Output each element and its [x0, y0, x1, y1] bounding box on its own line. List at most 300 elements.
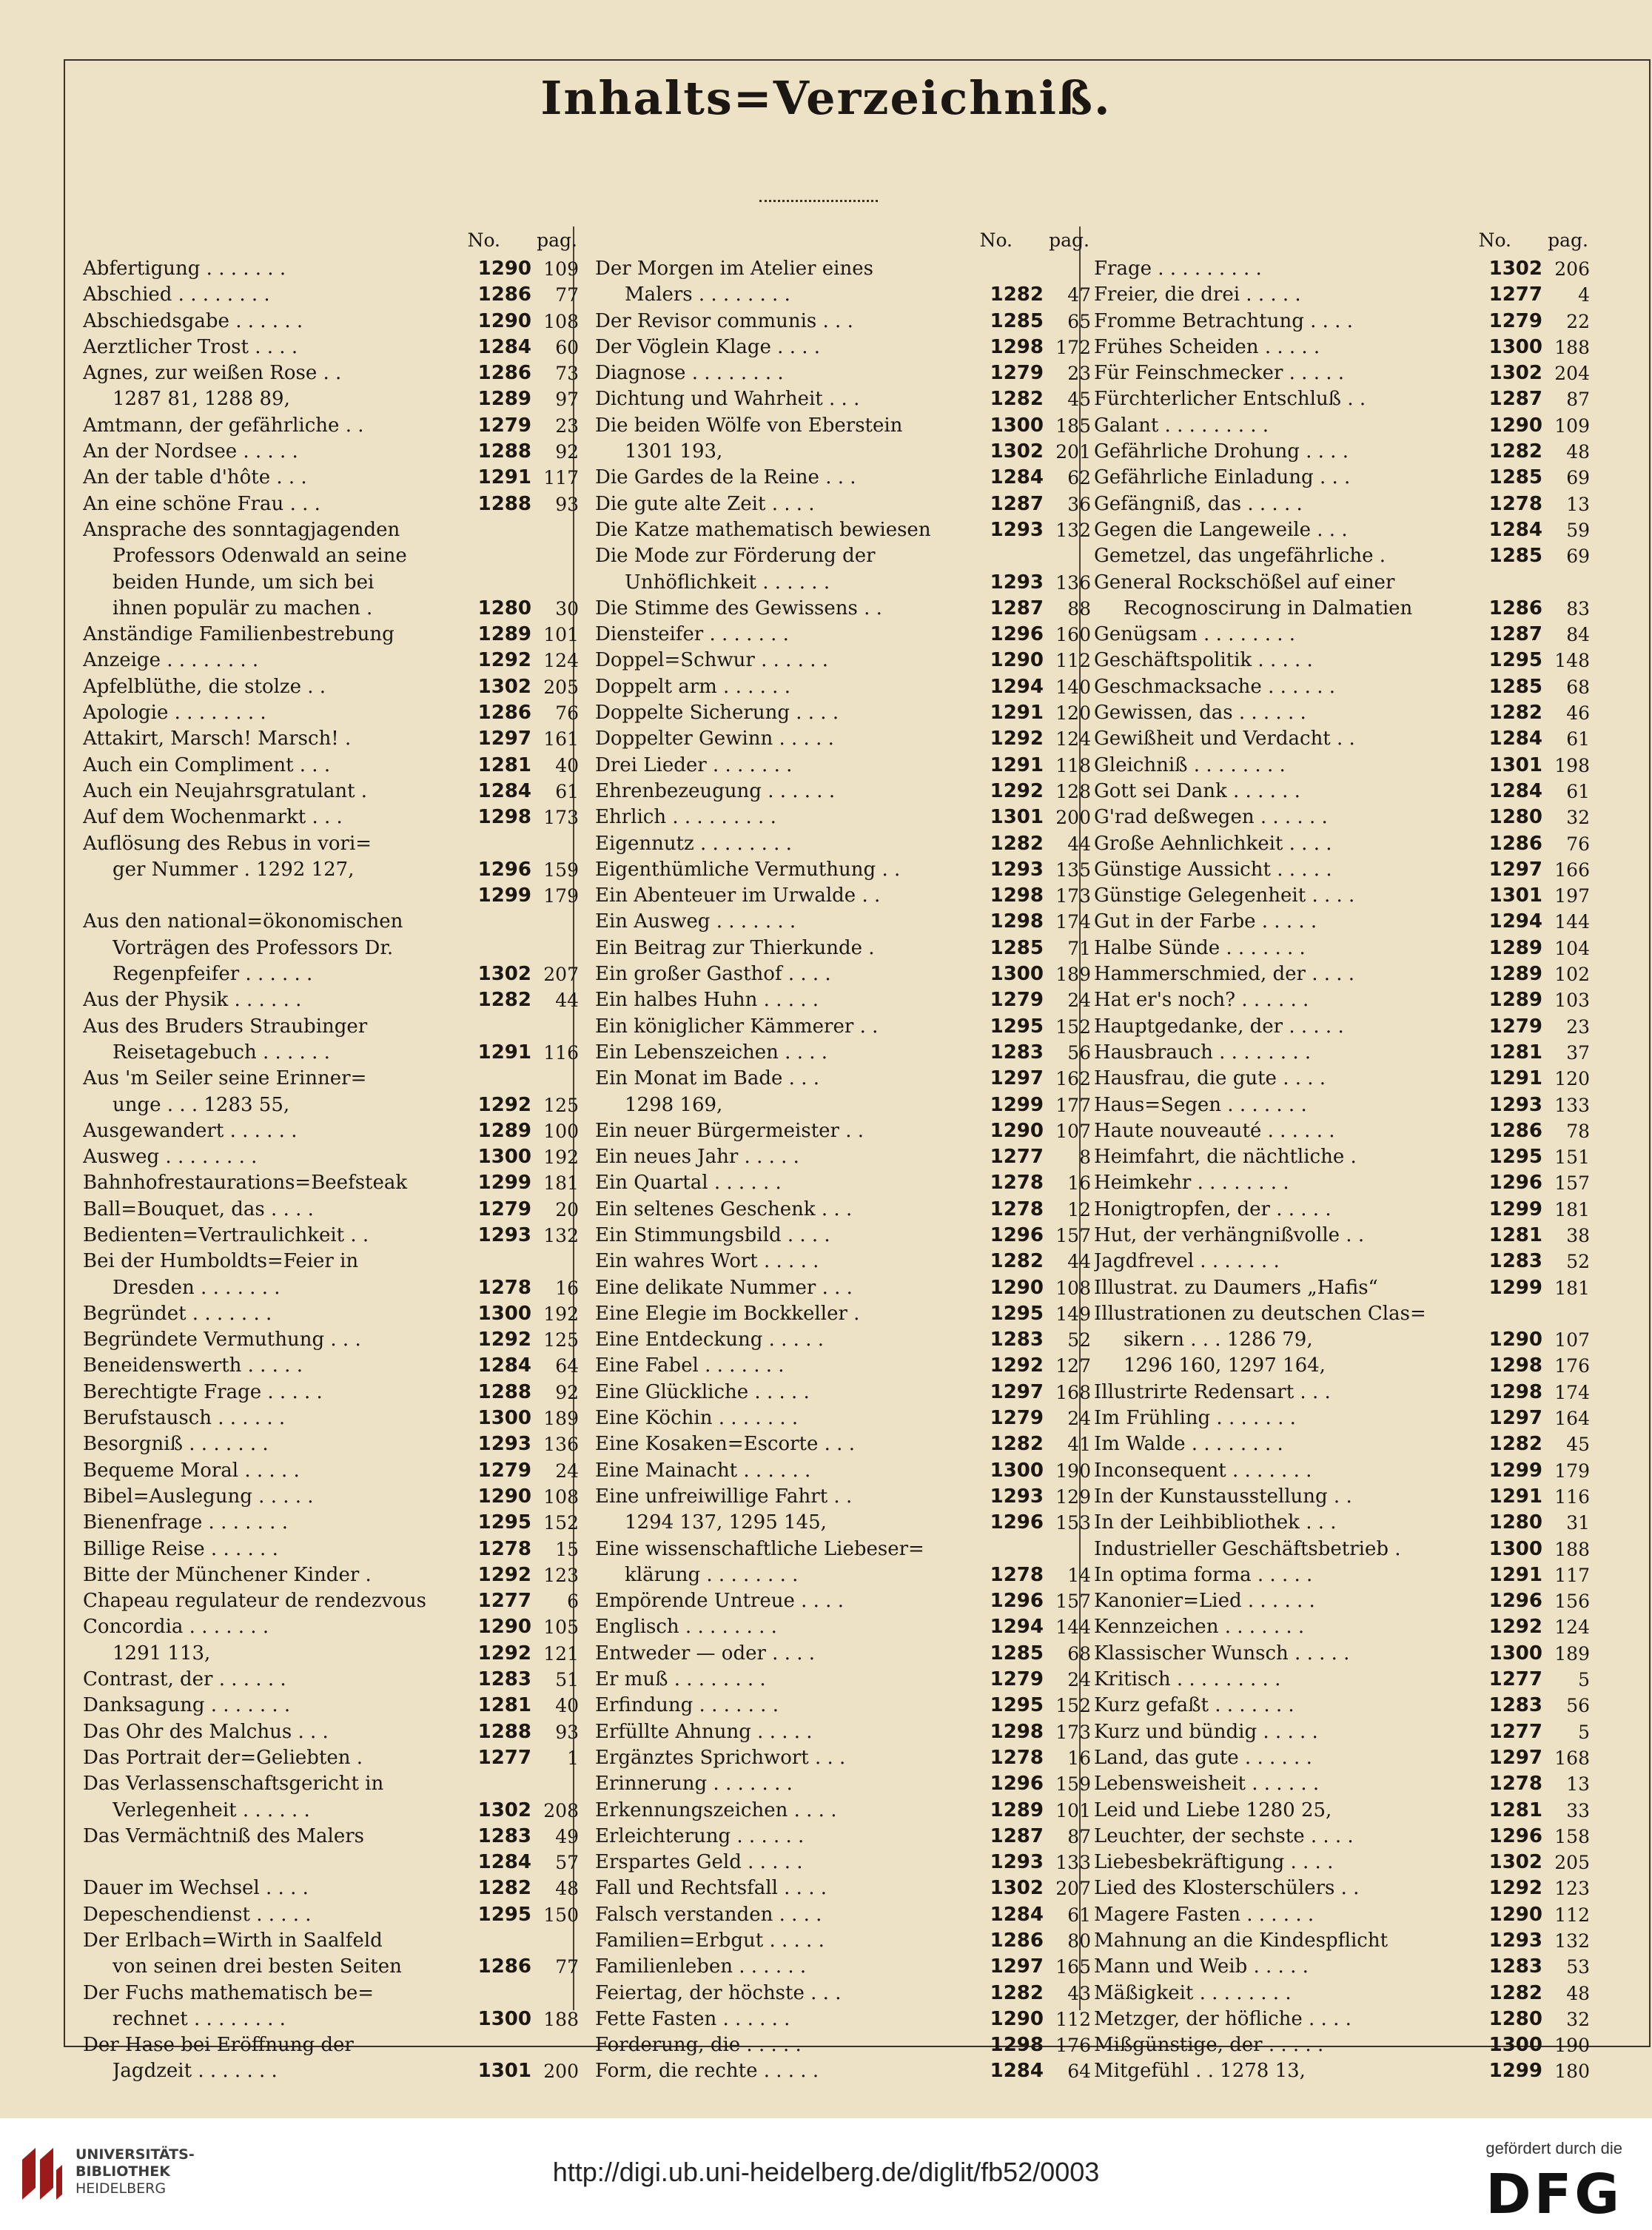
entry-title: Falsch verstanden . . . .	[595, 1903, 822, 1926]
index-entry	[1084, 1641, 1594, 1667]
entry-page-number: 45	[1067, 389, 1091, 411]
entry-title: Chapeau regulateur de rendezvous	[83, 1590, 426, 1613]
entry-title: Contrast, der . . . . . .	[83, 1668, 286, 1691]
entry-issue-number: 1282	[1488, 1981, 1542, 2004]
entry-issue-number: 1300	[477, 1302, 531, 1325]
index-entry	[585, 1405, 1095, 1431]
entry-page-number: 61	[555, 780, 579, 802]
entry-page-number: 100	[543, 1120, 579, 1142]
index-entry	[585, 1693, 1095, 1719]
index-entry	[585, 1014, 1095, 1040]
index-entry	[1084, 335, 1594, 360]
entry-issue-number: 1292	[990, 779, 1044, 802]
entry-issue-number: 1293	[1488, 1930, 1542, 1952]
entry-page-number: 23	[555, 414, 579, 437]
entry-issue-number: 1287	[990, 492, 1044, 515]
index-entry	[1084, 1510, 1594, 1536]
index-entry	[1084, 1745, 1594, 1771]
entry-page-number: 47	[1067, 284, 1091, 306]
entry-page-number: 37	[1566, 1041, 1590, 1064]
index-entry	[73, 1197, 583, 1223]
entry-title: An der Nordsee . . . . .	[83, 440, 298, 463]
entry-issue-number: 1289	[1488, 936, 1542, 959]
entry-title: Lied des Klosterschülers . .	[1094, 1877, 1360, 1900]
entry-title: ihnen populär zu machen .	[113, 597, 373, 619]
index-entry	[585, 700, 1095, 726]
entry-page-number: 150	[543, 1904, 579, 1926]
dfg-logo[interactable]: DFG	[1485, 2163, 1622, 2226]
entry-title: Forderung, die . . . . .	[595, 2034, 802, 2057]
entry-title: Klassischer Wunsch . . . . .	[1094, 1642, 1350, 1665]
entry-page-number: 123	[1554, 1878, 1590, 1900]
entry-title: Mitgefühl . . 1278 13,	[1094, 2060, 1306, 2083]
entry-issue-number: 1300	[1488, 335, 1542, 358]
index-entry	[73, 2006, 583, 2032]
entry-issue-number: 1279	[990, 362, 1044, 385]
index-entry	[73, 883, 583, 909]
index-entry	[1084, 309, 1594, 335]
entry-page-number: 64	[1067, 2061, 1091, 2083]
entry-title: Leid und Liebe 1280 25,	[1094, 1799, 1332, 1821]
entry-issue-number: 1285	[990, 1642, 1044, 1665]
index-entry	[1084, 805, 1594, 830]
entry-page-number: 157	[1055, 1591, 1091, 1613]
entry-issue-number: 1279	[990, 989, 1044, 1012]
index-entry	[585, 439, 1095, 465]
entry-title: Professors Odenwald an seine	[113, 545, 407, 568]
entry-issue-number: 1290	[1488, 414, 1542, 437]
index-entry	[585, 883, 1095, 909]
entry-title: Aus des Bruders Straubinger	[83, 1015, 368, 1038]
index-entry	[585, 1771, 1095, 1797]
entry-title: Ehrenbezeugung . . . . . .	[595, 779, 836, 802]
index-entry	[73, 335, 583, 360]
entry-title: Der Vöglein Klage . . . .	[595, 335, 821, 358]
entry-page-number: 179	[1554, 1460, 1590, 1482]
entry-issue-number: 1282	[990, 388, 1044, 411]
entry-title: Aus 'm Seiler seine Erinner=	[83, 1067, 367, 1090]
index-entry	[73, 909, 583, 935]
index-entry	[585, 335, 1095, 360]
index-entry	[1084, 1014, 1594, 1040]
entry-issue-number: 1297	[990, 1067, 1044, 1090]
entry-title: 1296 160, 1297 164,	[1124, 1354, 1326, 1377]
entry-page-number: 52	[1067, 1329, 1091, 1351]
entry-issue-number: 1299	[477, 884, 531, 907]
index-entry	[73, 1066, 583, 1092]
entry-issue-number: 1279	[990, 1668, 1044, 1691]
entry-issue-number: 1292	[477, 1329, 531, 1351]
entry-title: Depeschendienst . . . . .	[83, 1903, 312, 1926]
index-entry	[1084, 2032, 1594, 2058]
index-entry	[73, 570, 583, 596]
entry-page-number: 176	[1055, 2035, 1091, 2057]
entry-title: Reisetagebuch . . . . . .	[113, 1041, 330, 1064]
index-entry	[585, 1875, 1095, 1901]
entry-page-number: 123	[543, 1564, 579, 1586]
index-entry	[1084, 1092, 1594, 1118]
entry-title: Eine unfreiwillige Fahrt . .	[595, 1485, 853, 1508]
entry-title: Besorgniß . . . . . . .	[83, 1433, 269, 1456]
entry-issue-number: 1298	[1488, 1380, 1542, 1403]
entry-title: Eine delikate Nummer . . .	[595, 1276, 853, 1299]
entry-title: Das Ohr des Malchus . . .	[83, 1720, 329, 1743]
index-entry	[73, 622, 583, 648]
entry-title: Eine Entdeckung . . . . .	[595, 1329, 824, 1351]
entry-page-number: 33	[1566, 1799, 1590, 1821]
entry-issue-number: 1296	[990, 1223, 1044, 1246]
entry-issue-number: 1293	[477, 1433, 531, 1456]
entry-page-number: 190	[1554, 2035, 1590, 2057]
entry-page-number: 173	[1055, 885, 1091, 907]
entry-title: Mann und Weib . . . . .	[1094, 1955, 1309, 1978]
entry-issue-number: 1285	[1488, 675, 1542, 698]
entry-page-number: 73	[555, 363, 579, 385]
entry-title: Dauer im Wechsel . . . .	[83, 1877, 309, 1900]
entry-issue-number: 1290	[1488, 1329, 1542, 1351]
entry-page-number: 161	[543, 728, 579, 750]
entry-issue-number: 1284	[1488, 779, 1542, 802]
index-entry	[585, 1850, 1095, 1875]
entry-issue-number: 1288	[477, 1720, 531, 1743]
entry-issue-number: 1280	[1488, 806, 1542, 829]
entry-page-number: 173	[543, 807, 579, 829]
entry-title: Diensteifer . . . . . . .	[595, 623, 789, 646]
entry-page-number: 152	[1055, 1695, 1091, 1717]
entry-issue-number: 1278	[990, 1746, 1044, 1769]
entry-issue-number: 1291	[1488, 1067, 1542, 1090]
entry-title: Doppelt arm . . . . . .	[595, 675, 790, 698]
entry-issue-number: 1302	[990, 440, 1044, 463]
index-entry	[73, 961, 583, 987]
index-entry	[585, 779, 1095, 805]
index-entry	[585, 1353, 1095, 1379]
entry-title: Die beiden Wölfe von Eberstein	[595, 414, 903, 437]
index-entry	[73, 1014, 583, 1040]
entry-page-number: 136	[543, 1434, 579, 1456]
index-entry	[73, 1981, 583, 2006]
permalink-url[interactable]: http://digi.ub.uni-heidelberg.de/diglit/fb52/0003	[552, 2157, 1100, 2187]
index-entry	[73, 1040, 583, 1066]
index-entry	[1084, 1040, 1594, 1066]
entry-issue-number: 1296	[990, 623, 1044, 646]
entry-issue-number: 1298	[990, 335, 1044, 358]
entry-title: Form, die rechte . . . . .	[595, 2060, 819, 2083]
entry-page-number: 168	[1055, 1381, 1091, 1403]
entry-page-number: 57	[555, 1852, 579, 1874]
entry-issue-number: 1288	[477, 1380, 531, 1403]
entry-title: Die Mode zur Förderung der	[595, 545, 876, 568]
entry-issue-number: 1281	[477, 1694, 531, 1717]
entry-page-number: 125	[543, 1329, 579, 1351]
index-entry	[73, 857, 583, 883]
entry-issue-number: 1297	[990, 1380, 1044, 1403]
entry-page-number: 40	[555, 754, 579, 776]
entry-title: von seinen drei besten Seiten	[113, 1955, 402, 1978]
entry-page-number: 62	[1067, 467, 1091, 489]
entry-title: Dichtung und Wahrheit . . .	[595, 388, 860, 411]
entry-page-number: 121	[543, 1642, 579, 1665]
entry-page-number: 77	[555, 284, 579, 306]
entry-issue-number: 1283	[1488, 1250, 1542, 1273]
entry-issue-number: 1300	[477, 2007, 531, 2030]
entry-issue-number: 1295	[990, 1015, 1044, 1038]
entry-page-number: 200	[1055, 807, 1091, 829]
entry-page-number: 164	[1554, 1408, 1590, 1430]
index-entry	[73, 1510, 583, 1536]
entry-page-number: 8	[1079, 1146, 1091, 1169]
entry-title: 1287 81, 1288 89,	[113, 388, 290, 411]
entry-title: Unhöflichkeit . . . . . .	[625, 571, 830, 594]
index-entry	[585, 1144, 1095, 1170]
index-entry	[1084, 1405, 1594, 1431]
header-no: No.	[1478, 229, 1511, 251]
entry-issue-number: 1300	[477, 1146, 531, 1169]
column-header	[1084, 226, 1594, 256]
entry-issue-number: 1291	[477, 1041, 531, 1064]
entry-page-number: 151	[1554, 1146, 1590, 1169]
entry-issue-number: 1288	[477, 492, 531, 515]
entry-title: Erkennungszeichen . . . .	[595, 1799, 837, 1821]
index-entry	[585, 1431, 1095, 1457]
entry-title: An eine schöne Frau . . .	[83, 492, 320, 515]
entry-page-number: 14	[1067, 1564, 1091, 1586]
entry-title: Gegen die Langeweile . . .	[1094, 518, 1348, 541]
entry-page-number: 192	[543, 1303, 579, 1325]
entry-title: Heimkehr . . . . . . . .	[1094, 1172, 1289, 1195]
entry-issue-number: 1297	[1488, 858, 1542, 881]
entry-issue-number: 1301	[477, 2060, 531, 2083]
entry-title: Illustrirte Redensart . . .	[1094, 1380, 1331, 1403]
entry-title: Eine Elegie im Bockkeller .	[595, 1302, 860, 1325]
entry-issue-number: 1293	[990, 518, 1044, 541]
index-entry	[73, 282, 583, 308]
entry-page-number: 80	[1067, 1930, 1091, 1952]
entry-issue-number: 1290	[477, 258, 531, 280]
entry-page-number: 108	[543, 1485, 579, 1508]
entry-issue-number: 1290	[477, 1485, 531, 1508]
entry-page-number: 48	[1566, 1982, 1590, 2004]
entry-title: In optima forma . . . . .	[1094, 1563, 1313, 1586]
entry-issue-number: 1302	[1488, 1851, 1542, 1874]
entry-page-number: 159	[1055, 1773, 1091, 1796]
entry-issue-number: 1282	[477, 989, 531, 1012]
entry-title: beiden Hunde, um sich bei	[113, 571, 375, 594]
entry-page-number: 128	[1055, 780, 1091, 802]
index-entry	[73, 1380, 583, 1405]
index-entry	[73, 491, 583, 517]
index-entry	[585, 1380, 1095, 1405]
index-column-3	[1084, 226, 1594, 2085]
index-entry	[73, 779, 583, 805]
entry-page-number: 88	[1067, 597, 1091, 619]
entry-page-number: 15	[555, 1538, 579, 1560]
entry-page-number: 135	[1055, 859, 1091, 881]
entry-title: Begründet . . . . . . .	[83, 1302, 272, 1325]
index-entry	[73, 1902, 583, 1928]
entry-title: Mahnung an die Kindespflicht	[1094, 1930, 1389, 1952]
index-entry	[585, 517, 1095, 543]
entry-issue-number: 1286	[477, 702, 531, 725]
entry-title: Agnes, zur weißen Rose . .	[83, 362, 342, 385]
entry-issue-number: 1282	[1488, 440, 1542, 463]
index-entry	[1084, 2058, 1594, 2084]
entry-title: 1291 113,	[113, 1642, 211, 1665]
entry-title: Doppelter Gewinn . . . . .	[595, 728, 834, 750]
entry-title: Illustrat. zu Daumers „Hafis“	[1094, 1276, 1378, 1299]
index-entry	[73, 1431, 583, 1457]
entry-title: Galant . . . . . . . . .	[1094, 414, 1269, 437]
entry-issue-number: 1277	[477, 1746, 531, 1769]
entry-title: Günstige Gelegenheit . . . .	[1094, 884, 1355, 907]
entry-issue-number: 1282	[990, 1981, 1044, 2004]
entry-issue-number: 1286	[477, 283, 531, 306]
index-entry	[73, 753, 583, 779]
index-entry	[1084, 465, 1594, 491]
entry-issue-number: 1286	[477, 362, 531, 385]
entry-page-number: 107	[1554, 1329, 1590, 1351]
entry-page-number: 23	[1067, 363, 1091, 385]
entry-title: Eigenthümliche Vermuthung . .	[595, 858, 901, 881]
entry-page-number: 189	[543, 1408, 579, 1430]
entry-title: Ehrlich . . . . . . . . .	[595, 806, 776, 829]
index-entry	[73, 1562, 583, 1588]
entry-issue-number: 1287	[990, 1824, 1044, 1847]
entry-issue-number: 1301	[1488, 884, 1542, 907]
index-entry	[73, 2032, 583, 2058]
entry-issue-number: 1298	[1488, 1354, 1542, 1377]
entry-issue-number: 1292	[477, 1563, 531, 1586]
entry-title: Englisch . . . . . . . .	[595, 1616, 777, 1639]
entry-title: Verlegenheit . . . . . .	[113, 1799, 310, 1821]
entry-title: Ein wahres Wort . . . . .	[595, 1250, 819, 1273]
index-entry	[73, 1588, 583, 1614]
institution-line: UNIVERSITÄTS-	[75, 2146, 195, 2163]
entry-issue-number: 1295	[990, 1302, 1044, 1325]
index-entry	[1084, 1118, 1594, 1144]
index-entry	[1084, 1066, 1594, 1092]
entry-issue-number: 1293	[990, 1485, 1044, 1508]
entry-title: Aus der Physik . . . . . .	[83, 989, 302, 1012]
entry-issue-number: 1286	[1488, 597, 1542, 619]
institution-line: HEIDELBERG	[75, 2180, 167, 2197]
entry-page-number: 69	[1566, 545, 1590, 568]
entry-title: 1294 137, 1295 145,	[625, 1511, 827, 1534]
entry-title: Eine Kosaken=Escorte . . .	[595, 1433, 855, 1456]
entry-page-number: 1	[567, 1747, 579, 1769]
entry-page-number: 197	[1554, 885, 1590, 907]
entry-title: Kurz und bündig . . . . .	[1094, 1720, 1318, 1743]
entry-page-number: 101	[1055, 1799, 1091, 1821]
column-header	[585, 226, 1095, 256]
entry-issue-number: 1297	[1488, 1746, 1542, 1769]
entry-issue-number: 1292	[477, 1093, 531, 1116]
entry-issue-number: 1300	[1488, 1537, 1542, 1560]
entry-page-number: 59	[1566, 519, 1590, 541]
index-entry	[73, 648, 583, 674]
entry-page-number: 5	[1578, 1669, 1590, 1691]
entry-title: Mäßigkeit . . . . . . . .	[1094, 1981, 1292, 2004]
entry-title: Das Vermächtniß des Malers	[83, 1824, 364, 1847]
entry-issue-number: 1278	[990, 1172, 1044, 1195]
entry-page-number: 44	[1067, 833, 1091, 855]
entry-issue-number: 1290	[990, 1119, 1044, 1142]
entry-page-number: 30	[555, 597, 579, 619]
entry-title: Abschied . . . . . . . .	[83, 283, 270, 306]
index-entry	[1084, 386, 1594, 412]
index-entry	[1084, 1981, 1594, 2006]
index-entry	[73, 936, 583, 961]
index-entry	[585, 543, 1095, 569]
index-entry	[1084, 622, 1594, 648]
entry-issue-number: 1283	[990, 1329, 1044, 1351]
entry-title: Lebensweisheit . . . . . .	[1094, 1773, 1320, 1796]
entry-title: Der Morgen im Atelier eines	[595, 258, 873, 280]
entry-page-number: 104	[1554, 937, 1590, 959]
index-entry	[73, 987, 583, 1013]
index-entry	[73, 1327, 583, 1353]
entry-title: Leuchter, der sechste . . . .	[1094, 1824, 1354, 1847]
index-entry	[1084, 517, 1594, 543]
entry-page-number: 208	[543, 1799, 579, 1821]
entry-title: Im Walde . . . . . . . .	[1094, 1433, 1283, 1456]
index-entry	[1084, 282, 1594, 308]
entry-page-number: 148	[1554, 650, 1590, 672]
entry-title: Auch ein Neujahrsgratulant .	[83, 779, 368, 802]
entry-title: Auf dem Wochenmarkt . . .	[83, 806, 343, 829]
entry-title: Haus=Segen . . . . . . .	[1094, 1093, 1307, 1116]
header-no: No.	[979, 229, 1013, 251]
entry-title: Aus den national=ökonomischen	[83, 910, 403, 933]
entry-page-number: 172	[1055, 336, 1091, 358]
entry-title: Gefährliche Einladung . . .	[1094, 466, 1351, 489]
index-entry	[73, 1954, 583, 1980]
entry-page-number: 93	[555, 1721, 579, 1743]
entry-page-number: 60	[555, 336, 579, 358]
index-entry	[585, 1301, 1095, 1327]
entry-issue-number: 1285	[1488, 545, 1542, 568]
entry-page-number: 53	[1566, 1956, 1590, 1978]
entry-title: Halbe Sünde . . . . . . .	[1094, 936, 1306, 959]
index-entry	[73, 360, 583, 386]
index-entry	[1084, 883, 1594, 909]
entry-page-number: 49	[555, 1825, 579, 1847]
entry-title: Abschiedsgabe . . . . . .	[83, 309, 303, 332]
entry-title: Freier, die drei . . . . .	[1094, 283, 1301, 306]
entry-title: Ein königlicher Kämmerer . .	[595, 1015, 879, 1038]
entry-issue-number: 1279	[1488, 1015, 1542, 1038]
entry-issue-number: 1293	[990, 571, 1044, 594]
entry-title: Attakirt, Marsch! Marsch! .	[83, 728, 352, 750]
entry-title: Ein Monat im Bade . . .	[595, 1067, 819, 1090]
index-entry	[585, 1458, 1095, 1484]
entry-page-number: 144	[1554, 911, 1590, 933]
entry-title: Im Frühling . . . . . . .	[1094, 1407, 1296, 1430]
entry-title: Metzger, der höfliche . . . .	[1094, 2007, 1352, 2030]
entry-page-number: 129	[1055, 1485, 1091, 1508]
entry-page-number: 117	[543, 467, 579, 489]
index-entry	[585, 805, 1095, 830]
entry-title: Hat er's noch? . . . . . .	[1094, 989, 1309, 1012]
index-entry	[1084, 2006, 1594, 2032]
entry-title: Gemetzel, das ungefährliche .	[1094, 545, 1386, 568]
entry-page-number: 56	[1566, 1695, 1590, 1717]
entry-issue-number: 1278	[1488, 492, 1542, 515]
index-entry	[1084, 1197, 1594, 1223]
entry-issue-number: 1299	[477, 1172, 531, 1195]
index-entry	[1084, 1850, 1594, 1875]
entry-issue-number: 1299	[990, 1093, 1044, 1116]
